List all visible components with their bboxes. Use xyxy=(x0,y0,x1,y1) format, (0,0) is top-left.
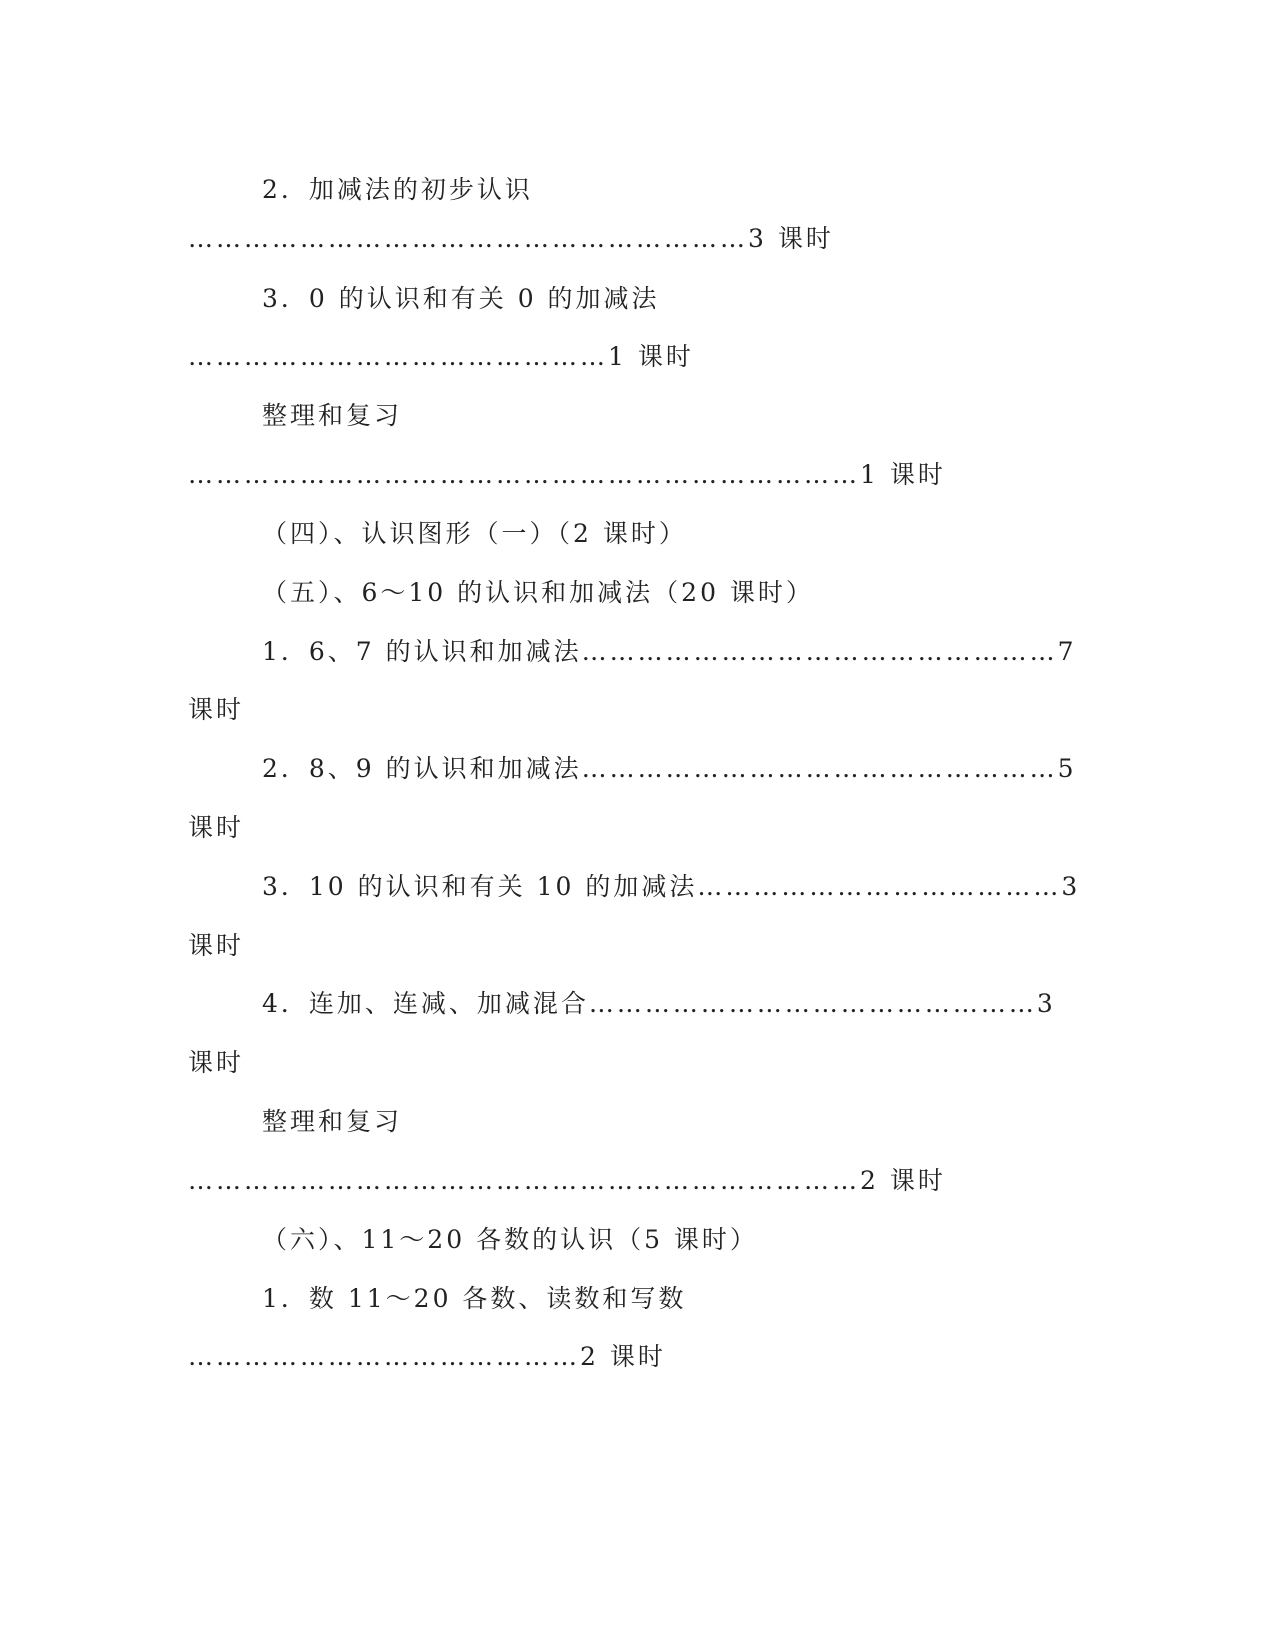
toc-leader-line: ……………………………………………………3 课时 xyxy=(188,224,834,253)
toc-item-review: 整理和复习 xyxy=(262,401,403,430)
toc-leader-line: ……………………………………2 课时 xyxy=(188,1342,666,1371)
toc-leader-line: ………………………………………1 课时 xyxy=(188,342,694,371)
toc-leader-line: ………………………………………………………………1 课时 xyxy=(188,460,946,489)
toc-item-zero: 3．0 的认识和有关 0 的加减法 xyxy=(262,284,660,313)
toc-item-addition-subtraction-intro: 2．加减法的初步认识 xyxy=(262,175,533,204)
toc-item-6-7: 1．6、7 的认识和加减法……………………………………………7 xyxy=(262,637,1077,666)
toc-section-shapes: （四）、认识图形（一）（2 课时） xyxy=(262,519,687,548)
toc-item-count-11-20: 1．数 11～20 各数、读数和写数 xyxy=(262,1284,687,1313)
toc-item-mixed: 4．连加、连减、加减混合…………………………………………3 xyxy=(262,989,1056,1018)
toc-item-8-9: 2．8、9 的认识和加减法……………………………………………5 xyxy=(262,754,1077,783)
toc-item-review: 整理和复习 xyxy=(262,1107,403,1136)
toc-item-10: 3．10 的认识和有关 10 的加减法…………………………………3 xyxy=(262,872,1081,901)
toc-section-6-10: （五）、6～10 的认识和加减法（20 课时） xyxy=(262,578,814,607)
toc-leader-line: ………………………………………………………………2 课时 xyxy=(188,1166,946,1195)
toc-wrap-line: 课时 xyxy=(188,931,245,960)
toc-wrap-line: 课时 xyxy=(188,813,245,842)
toc-section-11-20: （六）、11～20 各数的认识（5 课时） xyxy=(262,1225,758,1254)
toc-wrap-line: 课时 xyxy=(188,1048,245,1077)
toc-wrap-line: 课时 xyxy=(188,695,245,724)
